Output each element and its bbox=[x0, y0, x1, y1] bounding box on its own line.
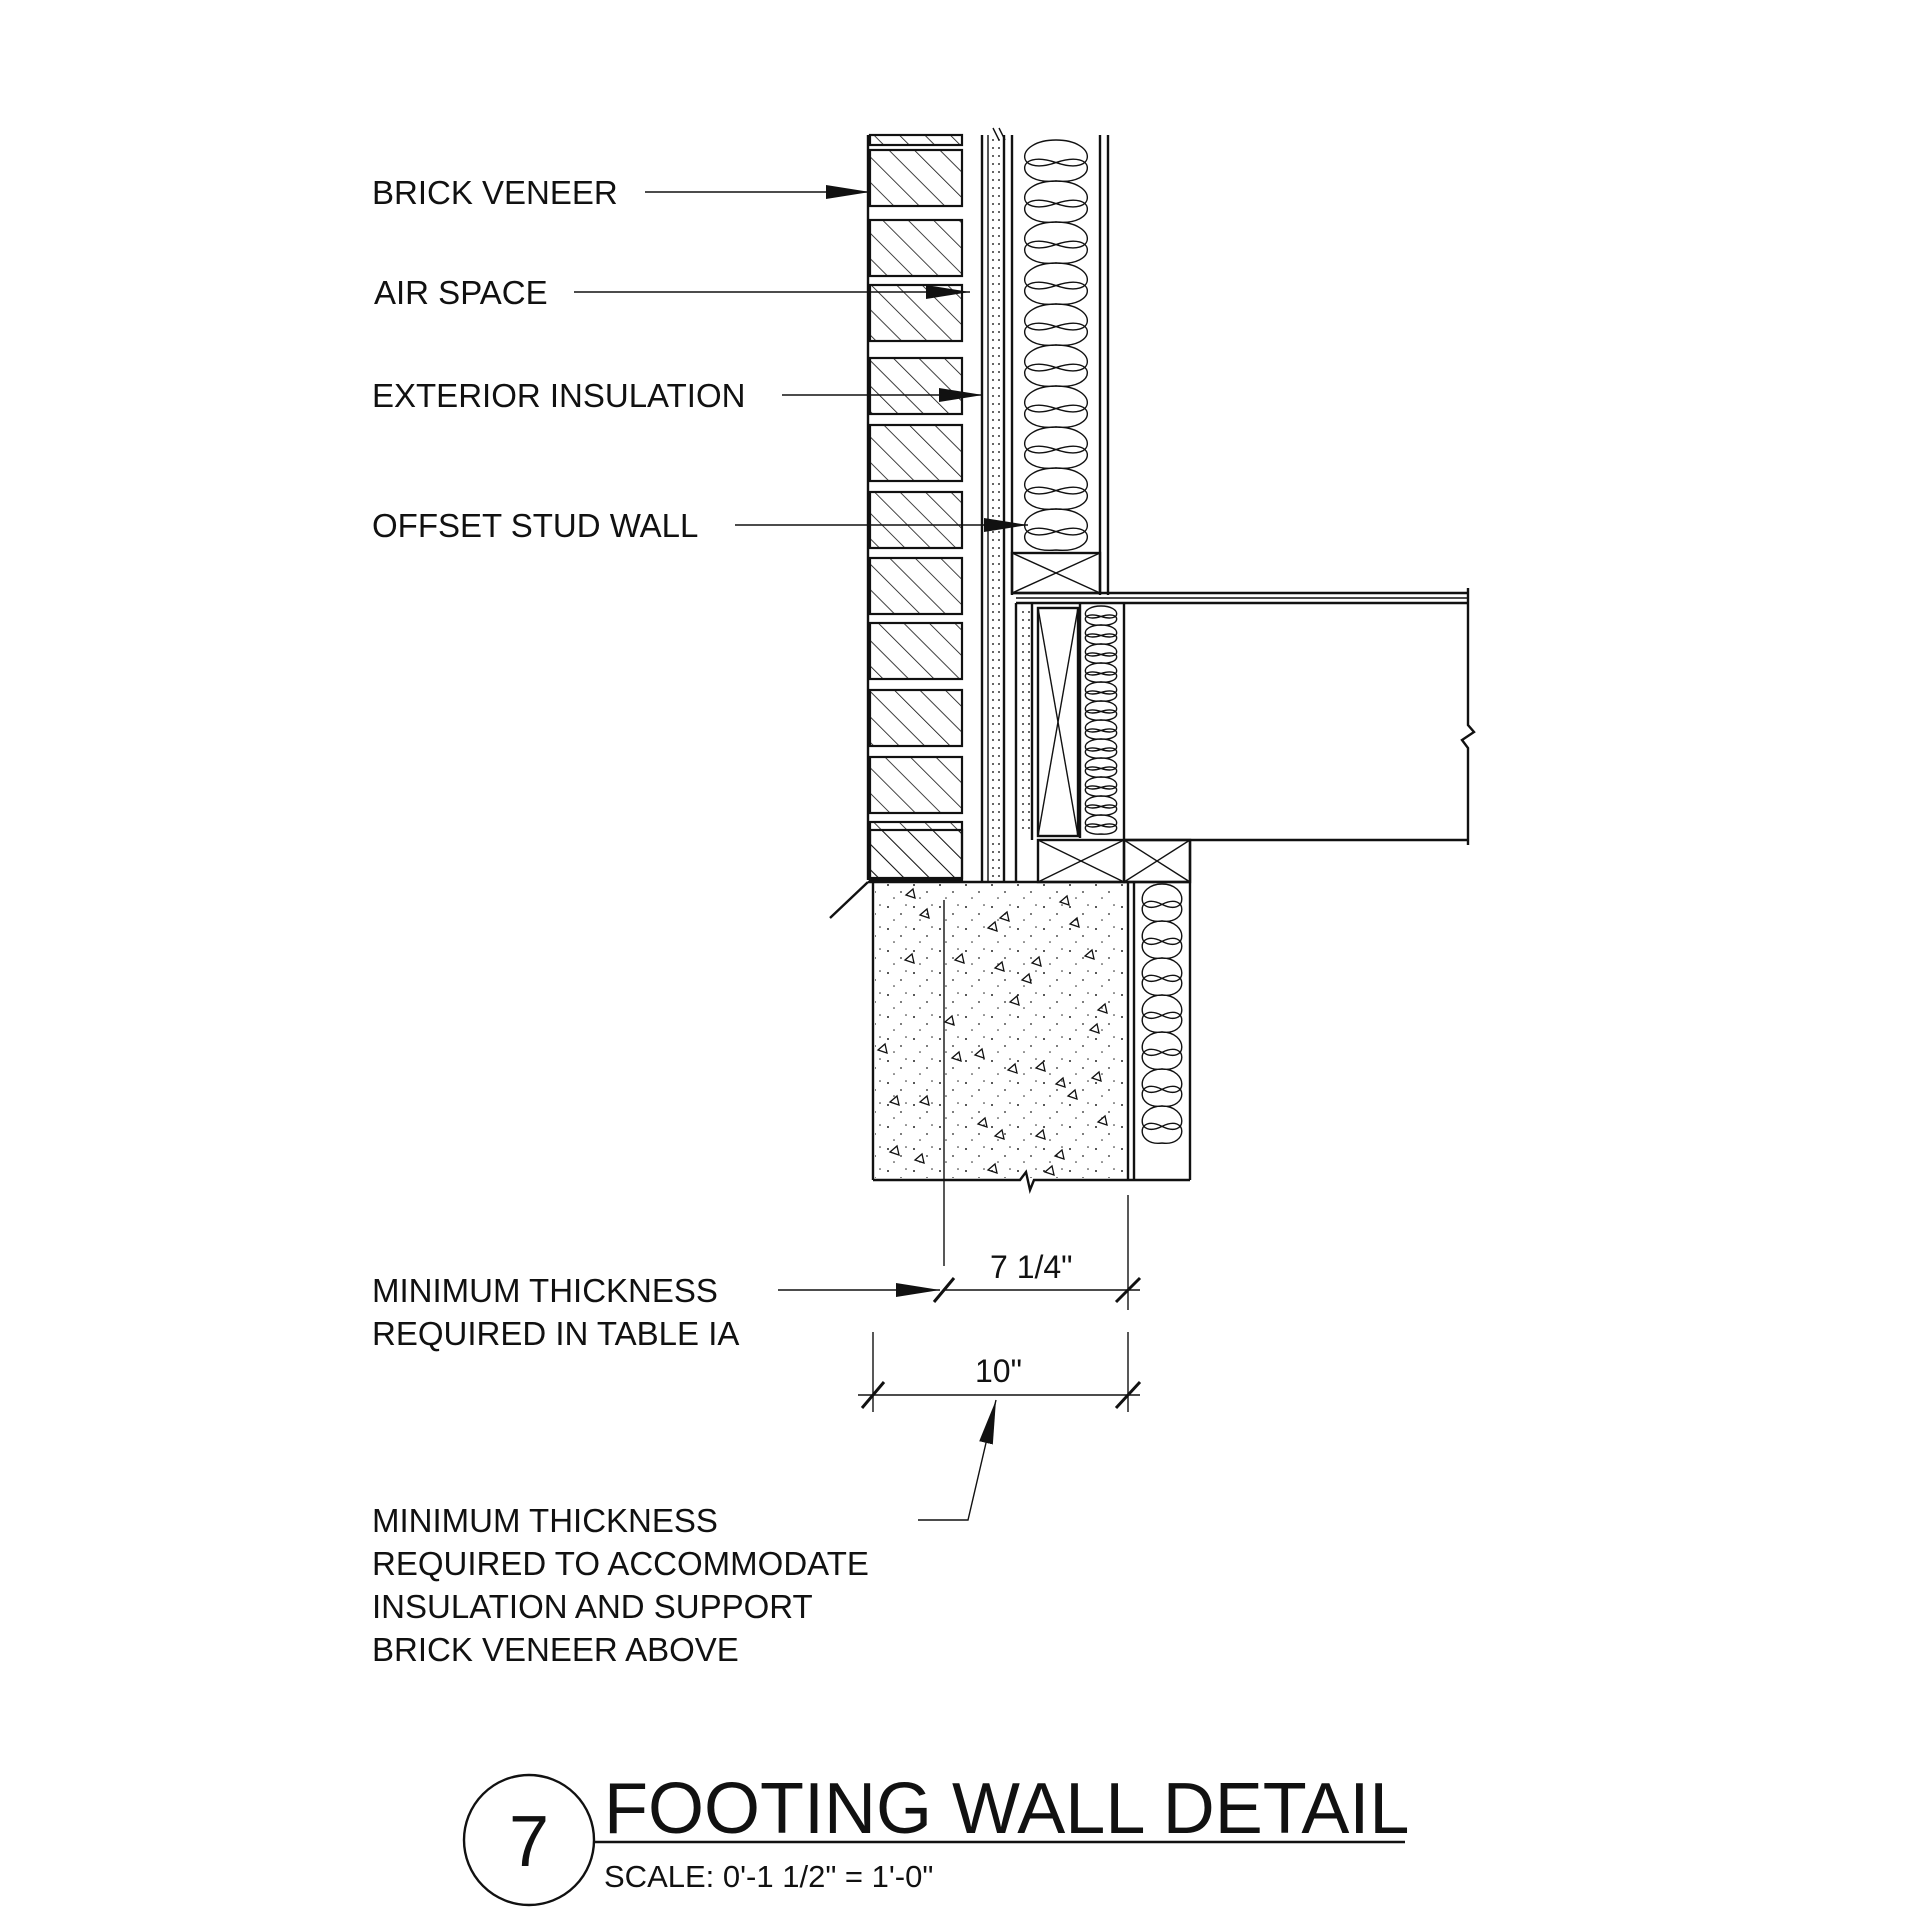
detail-title: FOOTING WALL DETAIL bbox=[604, 1769, 1410, 1849]
label-air-space: AIR SPACE bbox=[374, 274, 548, 311]
brick-courses bbox=[870, 135, 962, 880]
brick bbox=[870, 558, 962, 614]
brick bbox=[870, 623, 962, 679]
label-min-thickness-accommodate-line2: REQUIRED TO ACCOMMODATE bbox=[372, 1545, 869, 1582]
brick bbox=[870, 150, 962, 206]
dimension-outer-value: 10" bbox=[975, 1353, 1022, 1389]
brick-veneer-section bbox=[868, 135, 962, 880]
label-min-thickness-accommodate-line4: BRICK VENEER ABOVE bbox=[372, 1631, 739, 1668]
brick bbox=[870, 757, 962, 813]
floor-deck bbox=[1012, 588, 1474, 845]
dimension-inner-value: 7 1/4" bbox=[990, 1249, 1073, 1285]
brick bbox=[870, 690, 962, 746]
label-offset-stud-wall: OFFSET STUD WALL bbox=[372, 507, 699, 544]
label-exterior-insulation: EXTERIOR INSULATION bbox=[372, 377, 746, 414]
title-block bbox=[464, 1769, 1409, 1905]
label-min-thickness-table-line1: MINIMUM THICKNESS bbox=[372, 1272, 718, 1309]
air-space-and-sheathing bbox=[982, 128, 1005, 882]
label-min-thickness-accommodate-line1: MINIMUM THICKNESS bbox=[372, 1502, 718, 1539]
detail-number: 7 bbox=[508, 1802, 550, 1882]
label-brick-veneer: BRICK VENEER bbox=[372, 174, 618, 211]
detail-scale: SCALE: 0'-1 1/2" = 1'-0" bbox=[604, 1859, 934, 1894]
brick bbox=[870, 135, 962, 145]
label-min-thickness-accommodate-line3: INSULATION AND SUPPORT bbox=[372, 1588, 813, 1625]
upper-stud-wall bbox=[1012, 135, 1108, 595]
brick bbox=[870, 220, 962, 276]
brick bbox=[870, 285, 962, 341]
brick bbox=[870, 358, 962, 414]
label-min-thickness-table-line2: REQUIRED IN TABLE IA bbox=[372, 1315, 740, 1352]
brick bbox=[870, 425, 962, 481]
brick bbox=[870, 492, 962, 548]
concrete-foundation-wall bbox=[830, 882, 1190, 1266]
brick bbox=[870, 830, 962, 880]
